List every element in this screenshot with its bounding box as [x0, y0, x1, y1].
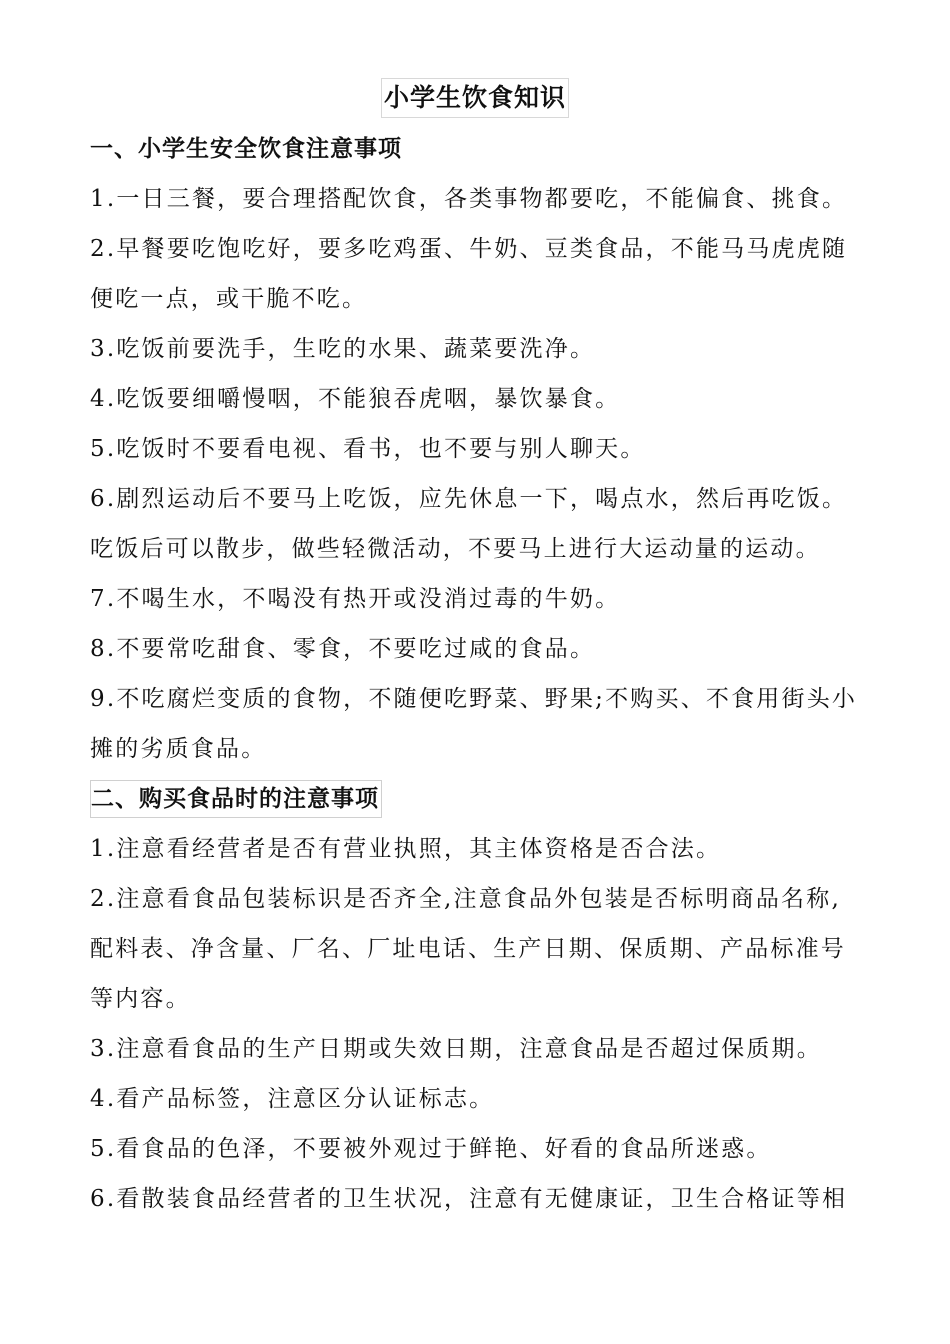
section-2-line: 等内容。: [90, 986, 191, 1012]
section-1-line: 便吃一点，或干脆不吃。: [90, 286, 368, 312]
section-2-heading: [90, 774, 880, 824]
section-2-line: 配料表、净含量、厂名、厂址电话、生产日期、保质期、产品标准号: [90, 936, 846, 962]
section-1-line: 7.不喝生水，不喝没有热开或没消过毒的牛奶。: [90, 586, 621, 612]
section-2-line: 5.看食品的色泽，不要被外观过于鲜艳、好看的食品所迷惑。: [90, 1136, 772, 1162]
section-2-line: 6.看散装食品经营者的卫生状况，注意有无健康证，卫生合格证等相: [90, 1186, 848, 1212]
document-body: [90, 124, 880, 1224]
section-1-line: 8.不要常吃甜食、零食，不要吃过咸的食品。: [90, 636, 596, 662]
section-1-line: 吃饭后可以散步，做些轻微活动，不要马上进行大运动量的运动。: [90, 536, 821, 562]
section-2-line: 4.看产品标签，注意区分认证标志。: [90, 1086, 495, 1112]
section-1-line: 1.一日三餐，要合理搭配饮食，各类事物都要吃，不能偏食、挑食。: [90, 186, 848, 212]
section-2-line: 1.注意看经营者是否有营业执照，其主体资格是否合法。: [90, 836, 722, 862]
section-1-line: 6.剧烈运动后不要马上吃饭，应先休息一下，喝点水，然后再吃饭。: [90, 486, 848, 512]
section-2-heading-text: 二、购买食品时的注意事项: [90, 780, 382, 818]
section-2-line: 3.注意看食品的生产日期或失效日期，注意食品是否超过保质期。: [90, 1036, 822, 1062]
section-1-heading-text: 一、小学生安全饮食注意事项: [90, 136, 402, 162]
document-title-text: 小学生饮食知识: [381, 78, 569, 118]
section-1-line: 3.吃饭前要洗手，生吃的水果、蔬菜要洗净。: [90, 336, 596, 362]
document-title: [0, 76, 950, 118]
section-1-line: 5.吃饭时不要看电视、看书，也不要与别人聊天。: [90, 436, 646, 462]
section-1-line: 2.早餐要吃饱吃好，要多吃鸡蛋、牛奶、豆类食品，不能马马虎虎随: [90, 236, 848, 262]
section-1-line: 摊的劣质食品。: [90, 736, 267, 762]
section-2-line: 2.注意看食品包装标识是否齐全,注意食品外包装是否标明商品名称,: [90, 886, 841, 912]
section-1-heading: [90, 124, 880, 174]
section-1-line: 4.吃饭要细嚼慢咽，不能狼吞虎咽，暴饮暴食。: [90, 386, 621, 412]
section-1-line: 9.不吃腐烂变质的食物，不随便吃野菜、野果;不购买、不食用街头小: [90, 686, 858, 712]
